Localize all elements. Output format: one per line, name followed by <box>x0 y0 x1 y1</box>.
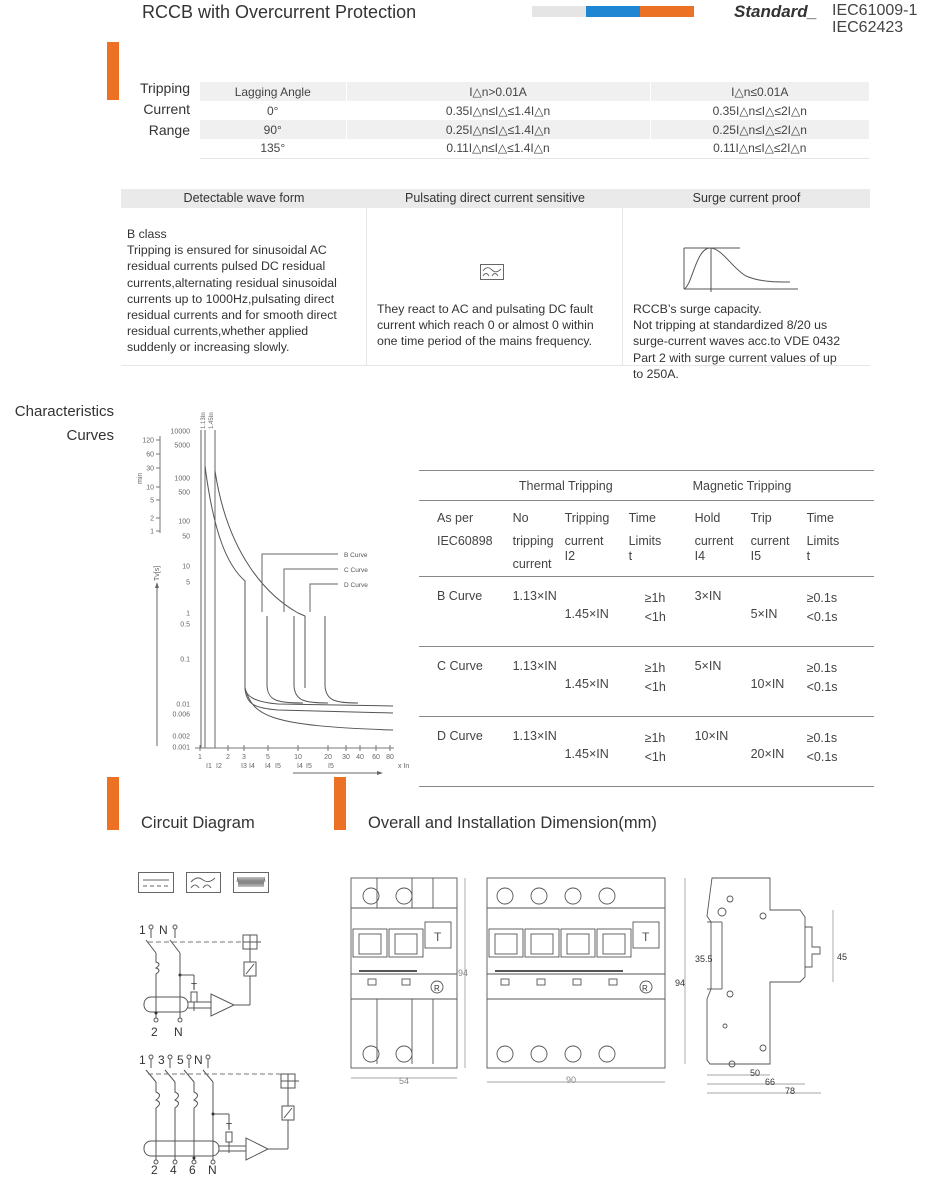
terminal-label: 4 <box>170 1163 177 1175</box>
section-accent-bar <box>107 777 119 830</box>
x-tick-label: 2 <box>226 754 230 761</box>
x-sub-labels <box>206 763 334 770</box>
table-cell: 0.11I△n≤I△≤1.4I△n <box>346 139 650 158</box>
time-tick-label: 5000 <box>174 442 190 450</box>
no-trip-current: 1.13×IN <box>512 659 557 673</box>
pulsating-dc-cell <box>367 208 623 365</box>
terminal-label: N <box>194 1053 203 1067</box>
section-accent-bar <box>107 42 119 100</box>
front-view-4p <box>487 878 665 1068</box>
curve-upper-path <box>215 471 305 688</box>
b-curve-step <box>267 616 303 703</box>
front-4p-width: 90 <box>566 1075 577 1085</box>
terminal-label: N <box>174 1025 183 1039</box>
dimension-title: Overall and Installation Dimension(mm) <box>368 814 657 832</box>
side-height: 94 <box>675 978 686 988</box>
front-2p-width: 54 <box>399 1076 410 1086</box>
curve-row <box>419 577 874 647</box>
text-line: B class <box>127 227 167 241</box>
column-header: Tripping current I2 <box>564 511 610 563</box>
curve-row <box>419 717 874 787</box>
curve-b-tail <box>245 688 393 706</box>
test-label: T <box>191 982 198 993</box>
table-cell: 0.25I△n≤I△≤1.4I△n <box>346 120 650 139</box>
front-view-2p <box>351 878 457 1068</box>
standard-codes <box>832 2 917 36</box>
time-tick-label: 0.001 <box>172 744 190 752</box>
test-label: T <box>226 1122 233 1133</box>
waveform-header: Surge current proof <box>692 191 801 205</box>
tripping-range-table <box>200 82 870 159</box>
column-header-row <box>419 501 874 577</box>
x-axis-label: x In <box>398 763 410 770</box>
x-tick-label: 1 <box>198 754 202 761</box>
header-color-bar <box>532 6 694 17</box>
test-button-label: T <box>434 930 442 944</box>
side-width-78: 78 <box>785 1086 796 1096</box>
text-line: currents,alternating residual sinusoidal <box>127 275 337 290</box>
time-tick-label: 1 <box>186 610 190 618</box>
hold-current: 5×IN <box>694 659 722 673</box>
table-cell: 0° <box>200 101 346 120</box>
text-line: They react to AC and pulsating DC fault <box>377 302 593 316</box>
min-ticks <box>142 438 160 536</box>
x-sub-label: I4 <box>265 763 271 770</box>
min-tick-label: 2 <box>150 515 154 523</box>
magnetic-tripping-header: Magnetic Tripping <box>692 478 792 493</box>
high-frequency-wave-icon <box>234 873 269 893</box>
table-header: I△n>0.01A <box>346 82 650 101</box>
thermal-tripping-header: Thermal Tripping <box>518 478 613 493</box>
table-cell: 135° <box>200 139 346 158</box>
trip-current-i5: 20×IN <box>750 747 785 761</box>
magnetic-time-limits: ≥0.1s <0.1s <box>806 661 838 694</box>
curve-name: C Curve <box>437 659 483 673</box>
x-tick-label: 5 <box>266 754 270 761</box>
dimension-drawings <box>345 872 915 1102</box>
x-sub-label: I2 <box>216 763 222 770</box>
min-tick-label: 10 <box>146 484 154 492</box>
column-header: No tripping current <box>512 511 554 571</box>
text-line: RCCB’s surge capacity. <box>633 302 762 316</box>
magnetic-time-limits: ≥0.1s <0.1s <box>806 591 838 624</box>
time-axis-label: Tv[s] <box>154 565 161 581</box>
test-button-label: T <box>642 930 650 944</box>
detectable-waveform-text <box>127 226 337 356</box>
thermal-time-limits: ≥1h <1h <box>644 591 666 624</box>
waveform-table <box>121 189 870 381</box>
text-line: currents up to 1000Hz,pulsating direct <box>127 291 335 306</box>
terminal-label: 5 <box>177 1053 184 1067</box>
time-tick-label: 10 <box>182 563 190 571</box>
x-tick-label: 20 <box>324 754 332 761</box>
group-header-row <box>419 471 874 501</box>
text-line: Not tripping at standardized 8/20 us <box>633 318 828 333</box>
side-right-height: 45 <box>837 952 848 962</box>
arrow-head-icon <box>377 771 383 775</box>
waveform-header: Pulsating direct current sensitive <box>405 191 585 205</box>
no-trip-current: 1.13×IN <box>512 589 557 603</box>
thermal-time-limits: ≥1h <1h <box>644 661 666 694</box>
trip-current-i5: 5×IN <box>750 607 778 621</box>
text-line: current which reach 0 or almost 0 within <box>377 318 594 333</box>
table-cell: 0.35I△n≤I△≤2I△n <box>650 101 870 120</box>
pulsating-dc-text <box>377 301 594 350</box>
table-cell: 90° <box>200 120 346 139</box>
text-line: to 250A. <box>633 366 679 381</box>
text-line: suddenly or increasing slowly. <box>127 340 290 355</box>
time-tick-label: 50 <box>182 533 190 541</box>
x-sub-label: I5 <box>306 763 312 770</box>
terminal-label: 6 <box>189 1163 196 1175</box>
circuit-diagram-2p <box>136 920 276 1040</box>
text-line: Tripping is ensured for sinusoidal AC <box>127 243 327 258</box>
top-label-1.13in: 1.13In <box>201 412 207 429</box>
pulsating-dc-wave-icon <box>480 264 504 280</box>
curve-lower-path <box>205 466 393 713</box>
x-sub-label: I5 <box>275 763 281 770</box>
table-cell: 0.11I△n≤I△≤2I△n <box>650 139 870 158</box>
hold-current: 3×IN <box>694 589 722 603</box>
terminal-label: N <box>208 1163 217 1175</box>
label-line: Current <box>143 101 190 117</box>
min-axis-label: min <box>137 472 144 484</box>
surge-proof-text <box>633 301 840 382</box>
x-sub-label: I1 <box>206 763 212 770</box>
d-curve-leader <box>310 584 338 612</box>
d-curve-step <box>325 616 358 703</box>
x-sub-label: I3 <box>241 763 247 770</box>
detectable-waveform-cell <box>121 208 367 365</box>
time-tick-label: 0.01 <box>176 701 190 709</box>
x-tick-label: 40 <box>356 754 364 761</box>
text-line: residual currents pulsed DC residual <box>127 259 326 274</box>
time-tick-label: 1000 <box>174 475 190 483</box>
thermal-time-limits: ≥1h <1h <box>644 731 666 764</box>
column-header: Time Limits t <box>628 511 662 563</box>
hold-current: 10×IN <box>694 729 729 743</box>
x-ticks <box>198 745 394 761</box>
time-tick-label: 10000 <box>170 428 190 436</box>
terminal-label: 3 <box>158 1053 165 1067</box>
min-tick-label: 60 <box>146 451 154 459</box>
time-tick-label: 0.002 <box>172 733 190 741</box>
title-line: Curves <box>66 427 114 444</box>
column-header: As per IEC60898 <box>437 511 493 548</box>
circuit-diagram-title: Circuit Diagram <box>141 814 255 832</box>
table-row <box>200 139 870 158</box>
side-width-50: 50 <box>750 1068 761 1078</box>
standard-code: IEC62423 <box>832 19 904 36</box>
dc-wave-icon <box>139 873 174 893</box>
curve-tripping-table <box>419 470 874 787</box>
front-height: 94 <box>458 968 469 978</box>
column-header: Time Limits t <box>806 511 840 563</box>
d-curve-label: D Curve <box>344 582 368 589</box>
time-tick-label: 100 <box>178 518 190 526</box>
trip-current: 1.45×IN <box>564 677 609 691</box>
page-title: RCCB with Overcurrent Protection <box>142 2 417 22</box>
min-tick-label: 30 <box>146 465 154 473</box>
label-line: Range <box>148 122 190 138</box>
b-curve-label: B Curve <box>344 552 368 559</box>
time-tick-label: 0.5 <box>180 621 190 629</box>
standard-code: IEC61009-1 <box>832 2 918 19</box>
min-tick-label: 5 <box>150 497 154 505</box>
magnetic-time-limits: ≥0.1s <0.1s <box>806 731 838 764</box>
terminal-label: 2 <box>151 1025 158 1039</box>
min-tick-label: 120 <box>142 437 154 445</box>
side-rail-height: 35.5 <box>695 954 713 964</box>
x-sub-label: I4 <box>249 763 255 770</box>
label-line: Tripping <box>139 80 190 96</box>
top-label-1.45in: 1.45In <box>209 412 215 429</box>
title-line: Characteristics <box>14 403 114 420</box>
standard-label: Standard_ <box>734 2 818 21</box>
trip-current: 1.45×IN <box>564 747 609 761</box>
text-line: Part 2 with surge current values of up <box>633 350 837 365</box>
x-tick-label: 10 <box>294 754 302 761</box>
curve-row <box>419 647 874 717</box>
second-ticks <box>171 429 191 752</box>
table-row <box>200 120 870 139</box>
text-line: residual currents and for smooth direct <box>127 308 337 323</box>
color-segment-gray <box>532 6 586 17</box>
side-width-66: 66 <box>765 1077 776 1087</box>
c-curve-leader <box>284 569 338 612</box>
trip-current-i5: 10×IN <box>750 677 785 691</box>
registered-mark: R <box>642 984 648 993</box>
x-sub-label: I4 <box>297 763 303 770</box>
x-tick-label: 80 <box>386 754 394 761</box>
characteristics-title <box>8 400 114 448</box>
no-trip-current: 1.13×IN <box>512 729 557 743</box>
surge-proof-cell <box>623 208 870 381</box>
table-row <box>200 101 870 120</box>
circuit-diagram-4p <box>136 1050 306 1175</box>
terminal-label: N <box>159 923 168 937</box>
tripping-range-label <box>126 78 190 141</box>
trip-current: 1.45×IN <box>564 607 609 621</box>
waveform-header: Detectable wave form <box>183 191 305 205</box>
section-accent-bar <box>334 777 346 830</box>
column-header: Hold current I4 <box>694 511 734 563</box>
waveform-header-row <box>121 189 870 208</box>
time-tick-label: 5 <box>186 579 190 587</box>
color-segment-blue <box>586 6 640 17</box>
min-tick-label: 1 <box>150 528 154 536</box>
text-line: one time period of the mains frequency. <box>377 334 593 349</box>
side-view <box>707 878 820 1067</box>
table-header: I△n≤0.01A <box>650 82 870 101</box>
terminal-label: 2 <box>151 1163 158 1175</box>
terminal-label: 1 <box>139 923 146 937</box>
table-header-row <box>200 82 870 101</box>
x-tick-label: 60 <box>372 754 380 761</box>
table-cell: 0.25I△n≤I△≤2I△n <box>650 120 870 139</box>
x-sub-label: I5 <box>328 763 334 770</box>
curve-name: D Curve <box>437 729 483 743</box>
waveform-icons <box>138 872 270 896</box>
x-tick-label: 3 <box>242 754 246 761</box>
table-cell: 0.35I△n≤I△≤1.4I△n <box>346 101 650 120</box>
color-segment-orange <box>640 6 694 17</box>
text-line: residual currents,whether applied <box>127 324 309 339</box>
time-tick-label: 500 <box>178 489 190 497</box>
column-header: Trip current I5 <box>750 511 790 563</box>
curve-name: B Curve <box>437 589 483 603</box>
characteristic-curves-chart <box>128 396 428 776</box>
c-curve-step <box>294 616 328 703</box>
x-tick-label: 30 <box>342 754 350 761</box>
registered-mark: R <box>434 984 440 993</box>
waveform-body-row <box>121 208 870 381</box>
time-tick-label: 0.1 <box>180 656 190 664</box>
surge-curve-icon <box>680 242 810 292</box>
table-header: Lagging Angle <box>200 82 346 101</box>
pulsating-wave-icon <box>187 873 221 893</box>
arrow-head-icon <box>155 582 159 588</box>
text-line: surge-current waves acc.to VDE 0432 <box>633 334 841 349</box>
time-tick-label: 0.006 <box>172 711 190 719</box>
c-curve-label: C Curve <box>344 567 368 574</box>
terminal-label: 1 <box>139 1053 146 1067</box>
b-curve-leader <box>262 554 338 612</box>
